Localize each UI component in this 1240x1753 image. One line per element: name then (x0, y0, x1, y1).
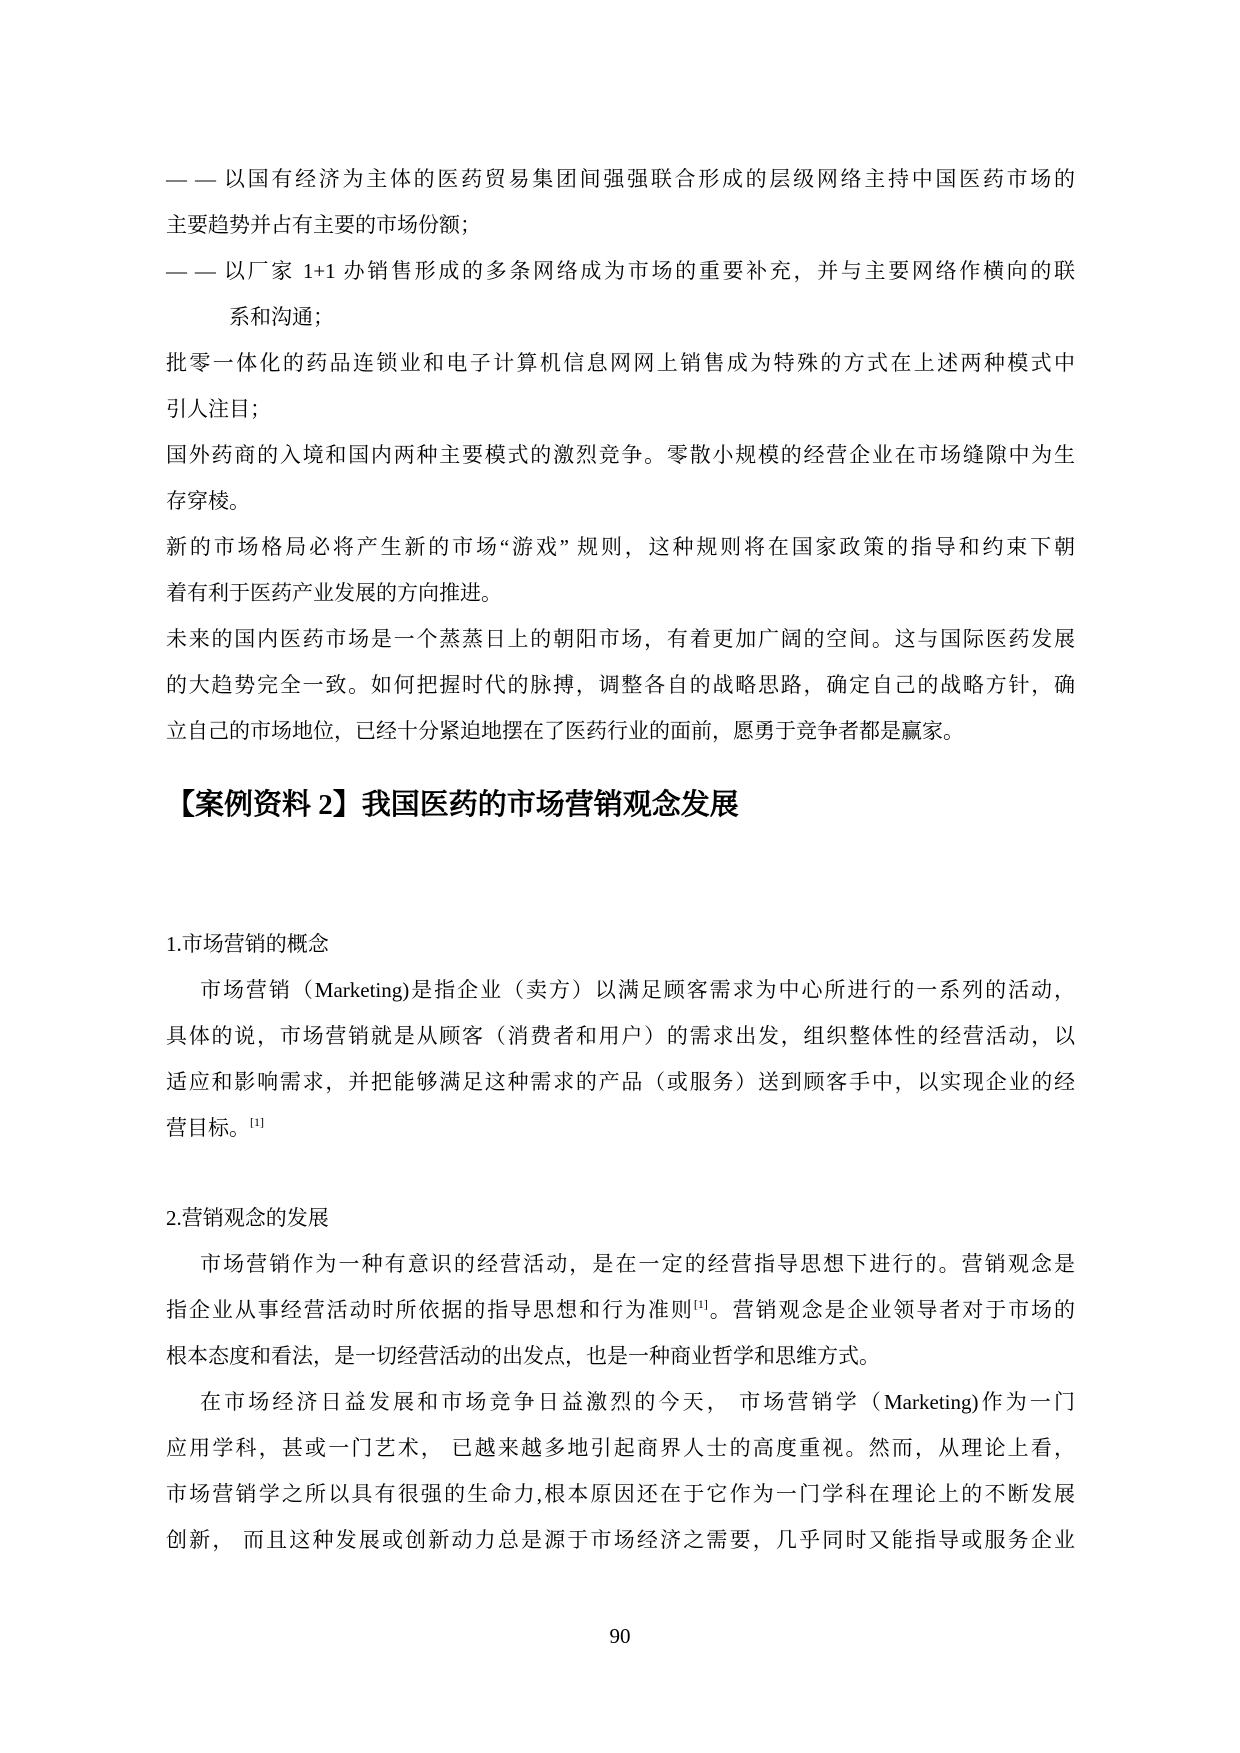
intro-paragraph-4 (166, 432, 1075, 524)
section-1-marketing-concept (166, 921, 1075, 1151)
intro-paragraph-3 (166, 340, 1075, 432)
section-2-title: 2.营销观念的发展 (166, 1206, 329, 1230)
intro-paragraph-5-line-1: 新的市场格局必将产生新的市场“游戏” 规则，这种规则将在国家政策的指导和约束下朝 (166, 535, 1075, 559)
intro-paragraph-5-line-2: 着有利于医药产业发展的方向推进。 (166, 581, 502, 605)
document-body (166, 156, 1075, 1563)
intro-paragraph-4-line-1: 国外药商的入境和国内两种主要模式的激烈竞争。零散小规模的经营企业在市场缝隙中为生 (166, 443, 1075, 467)
section-2-marketing-concept-development (166, 1195, 1075, 1563)
section-2-para-2-line-2: 应用学科，甚或一门艺术， 已越来越多地引起商界人士的高度重视。然而，从理论上看， (166, 1436, 1075, 1460)
section-2-para-2-line-4: 创新， 而且这种发展或创新动力总是源于市场经济之需要，几乎同时又能指导或服务企业 (166, 1528, 1075, 1552)
section-2-para-1-line-2 (166, 1287, 1075, 1333)
text-run: 指企业从事经营活动时所依据的指导思想和行为准则 (166, 1298, 694, 1322)
section-1-title: 1.市场营销的概念 (166, 932, 329, 956)
intro-bullet-1-line-2: 主要趋势并占有主要的市场份额； (166, 213, 481, 237)
text-run: 。营销观念是企业领导者对于市场的 (707, 1298, 1076, 1322)
section-1-line-4 (166, 1105, 1075, 1151)
section-2-para-1-line-1: 市场营销作为一种有意识的经营活动，是在一定的经营指导思想下进行的。营销观念是 (200, 1252, 1075, 1276)
section-1-line-3: 适应和影响需求，并把能够满足这种需求的产品（或服务）送到顾客手中，以实现企业的经 (166, 1070, 1075, 1094)
section-1-line-1: 市场营销（Marketing)是指企业（卖方）以满足顾客需求为中心所进行的一系列的活动， (200, 978, 1075, 1002)
page-number: 90 (609, 1624, 631, 1648)
intro-paragraph-5 (166, 524, 1075, 616)
intro-bullet-2-line-2: 系和沟通； (229, 305, 334, 329)
section-2-para-1-line-3: 根本态度和看法，是一切经营活动的出发点，也是一种商业哲学和思维方式。 (166, 1344, 880, 1368)
footnote-reference: [1] (693, 1297, 708, 1311)
text-run: 营目标。 (166, 1116, 250, 1140)
section-2-para-2-line-3: 市场营销学之所以具有很强的生命力,根本原因还在于它作为一门学科在理论上的不断发展 (166, 1482, 1075, 1506)
intro-bullet-2-line-1: — — 以厂家 1+1 办销售形成的多条网络成为市场的重要补充，并与主要网络作横向的联 (166, 259, 1075, 283)
case-study-heading: 【案例资料 2】我国医药的市场营销观念发展 (166, 789, 739, 821)
footnote-reference: [1] (250, 1115, 264, 1129)
intro-paragraph-6-line-3: 立自己的市场地位，已经十分紧迫地摆在了医药行业的面前，愿勇于竞争者都是赢家。 (166, 719, 964, 743)
intro-paragraph-4-line-2: 存穿棱。 (166, 489, 250, 513)
intro-paragraph-6 (166, 616, 1075, 754)
intro-paragraph-6-line-2: 的大趋势完全一致。如何把握时代的脉搏，调整各自的战略思路，确定自己的战略方针，确 (166, 673, 1075, 697)
intro-bullet-2 (166, 248, 1075, 340)
section-1-line-2: 具体的说，市场营销就是从顾客（消费者和用户）的需求出发，组织整体性的经营活动，以 (166, 1024, 1075, 1048)
intro-paragraph-3-line-2: 引人注目； (166, 397, 271, 421)
intro-bullet-1 (166, 156, 1075, 248)
section-2-para-2-line-1: 在市场经济日益发展和市场竞争日益激烈的今天， 市场营销学（Marketing)作为一门 (200, 1390, 1075, 1414)
intro-paragraph-6-line-1: 未来的国内医药市场是一个蒸蒸日上的朝阳市场，有着更加广阔的空间。这与国际医药发展 (166, 627, 1075, 651)
intro-paragraph-3-line-1: 批零一体化的药品连锁业和电子计算机信息网网上销售成为特殊的方式在上述两种模式中 (166, 351, 1075, 375)
intro-bullet-1-line-1: — — 以国有经济为主体的医药贸易集团间强强联合形成的层级网络主持中国医药市场的 (166, 167, 1075, 191)
